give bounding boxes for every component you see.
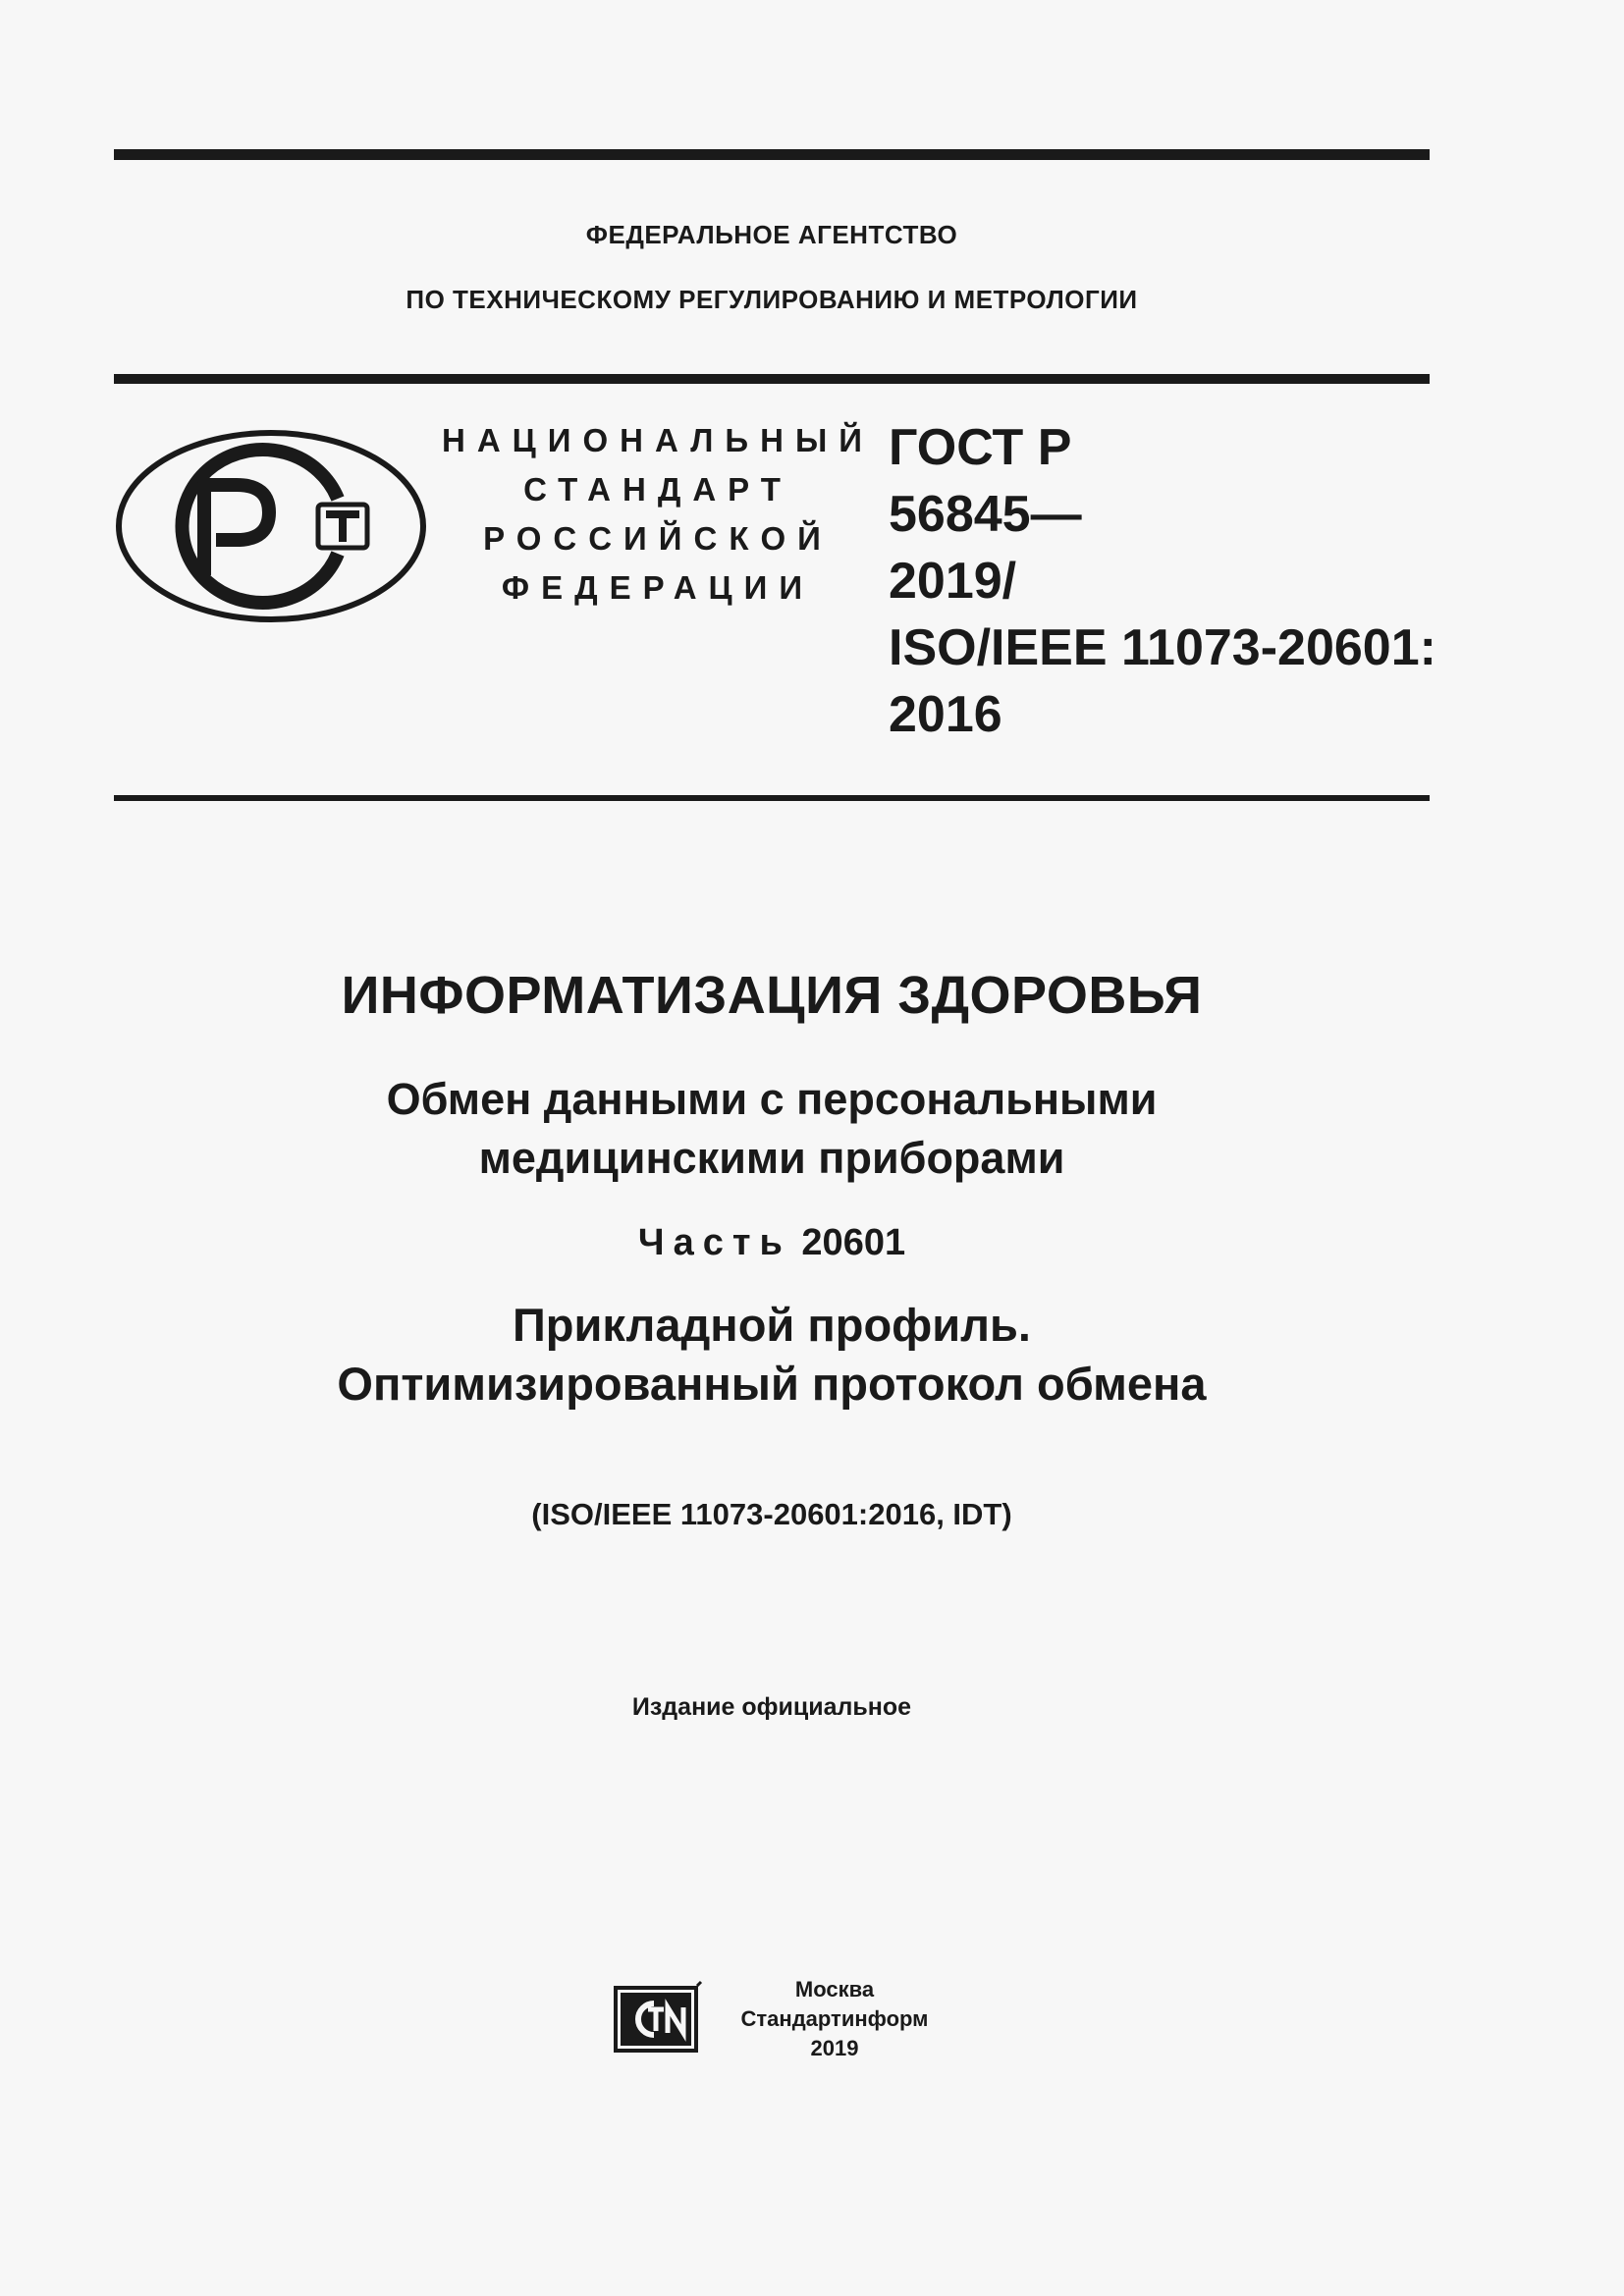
standartinform-logo-icon [613,1980,703,2055]
publisher-name: Стандартинформ [740,2006,929,2031]
subtitle-line-1: Обмен данными с персональными [386,1074,1158,1124]
part-number: 20601 [801,1222,906,1263]
part-label: Часть [637,1222,791,1263]
main-title: ИНФОРМАТИЗАЦИЯ ЗДОРОВЬЯ [341,966,1203,1025]
top-rule [114,149,1430,160]
publisher-year: 2019 [810,2036,859,2060]
rst-emblem-icon [114,428,428,624]
designation-line-4: ISO/IEEE 11073-20601: [889,619,1436,676]
national-standard-line-3: РОССИЙСКОЙ [483,520,833,557]
iso-reference: (ISO/IEEE 11073-20601:2016, IDT) [531,1497,1012,1531]
part-heading [114,1222,1430,1264]
publisher-info [717,1975,952,2063]
subtitle [114,1070,1430,1188]
part-title [114,1296,1430,1414]
bottom-rule [114,795,1430,801]
designation-line-5: 2016 [889,686,1002,743]
national-standard-line-1: НАЦИОНАЛЬНЫЙ [442,422,874,458]
national-standard-line-2: СТАНДАРТ [523,471,792,507]
part-title-line-1: Прикладной профиль. [513,1299,1031,1351]
part-title-line-2: Оптимизированный протокол обмена [337,1358,1207,1410]
designation-line-2: 56845— [889,486,1082,543]
designation-line-1: ГОСТ Р [889,419,1072,476]
subtitle-line-2: медицинскими приборами [478,1133,1065,1183]
agency-line-1: ФЕДЕРАЛЬНОЕ АГЕНТСТВО [585,220,958,249]
national-standard-label [437,416,879,613]
edition-note: Издание официальное [631,1693,912,1721]
middle-rule [114,374,1430,384]
standard-designation [889,414,1438,748]
publisher-city: Москва [794,1977,875,2002]
agency-line-2: ПО ТЕХНИЧЕСКОМУ РЕГУЛИРОВАНИЮ И МЕТРОЛОГИИ [406,285,1138,314]
designation-line-3: 2019/ [889,553,1017,610]
national-standard-line-4: ФЕДЕРАЦИИ [501,569,815,606]
